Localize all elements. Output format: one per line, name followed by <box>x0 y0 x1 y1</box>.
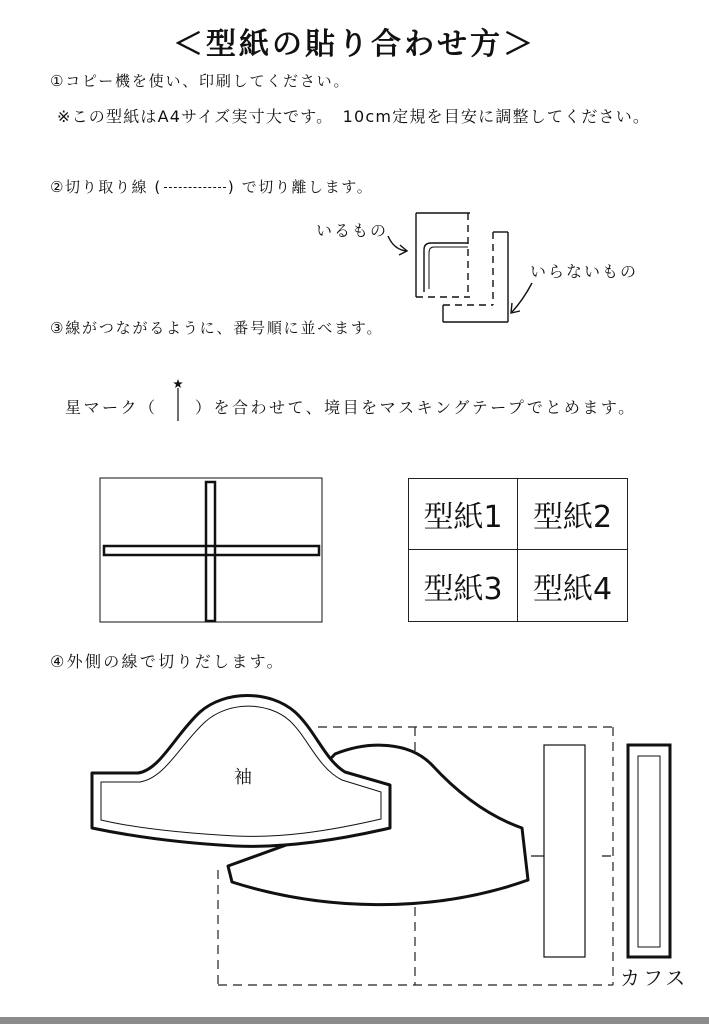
curved-arrow-icon <box>388 236 407 255</box>
discard-piece-diagram <box>443 232 508 322</box>
pattern-piece-order-grid <box>408 478 628 622</box>
sleeve-label: 袖 <box>234 767 252 788</box>
pattern-piece-cell: 型紙3 <box>409 550 518 621</box>
pattern-piece-cell: 型紙1 <box>409 479 518 550</box>
step2-text-before: ②切り取り線 ( <box>50 178 162 196</box>
star-mark-text-before: 星マーク（ <box>65 398 158 417</box>
cut-line-sample <box>164 187 226 188</box>
keep-piece-diagram <box>416 213 470 297</box>
cuff-piece <box>628 745 670 957</box>
page-title: ＜型紙の貼り合わせ方＞ <box>173 27 536 62</box>
pattern-piece-cell: 型紙2 <box>518 479 627 550</box>
step1-note: ※この型紙はA4サイズ実寸大です。 10cm定規を目安に調整してください。 <box>57 107 651 126</box>
step1-instruction: ①コピー機を使い、印刷してください。 <box>50 72 351 90</box>
pattern-piece-cell: 型紙4 <box>532 571 613 607</box>
horizontal-tape-strip <box>104 546 319 555</box>
step4-instruction: ④外側の線で切りだします。 <box>50 652 285 671</box>
tape-cross-diagram <box>100 478 322 622</box>
footer-bar <box>0 1017 709 1024</box>
curved-arrow-icon <box>511 283 532 313</box>
step2-text-after: ) で切り離します。 <box>227 178 374 196</box>
step3-instruction: ③線がつながるように、番号順に並べます。 <box>50 319 384 337</box>
vertical-tape-strip <box>206 482 215 621</box>
band-strip-piece <box>544 745 585 957</box>
cuff-label: カフス <box>620 966 689 990</box>
star-mark-icon <box>173 379 183 421</box>
star-mark-text-after: ）を合わせて、境目をマスキングテープでとめます。 <box>195 398 637 417</box>
discard-label: いらないもの <box>530 262 639 281</box>
keep-label: いるもの <box>316 221 389 240</box>
step2-instruction <box>50 180 373 195</box>
